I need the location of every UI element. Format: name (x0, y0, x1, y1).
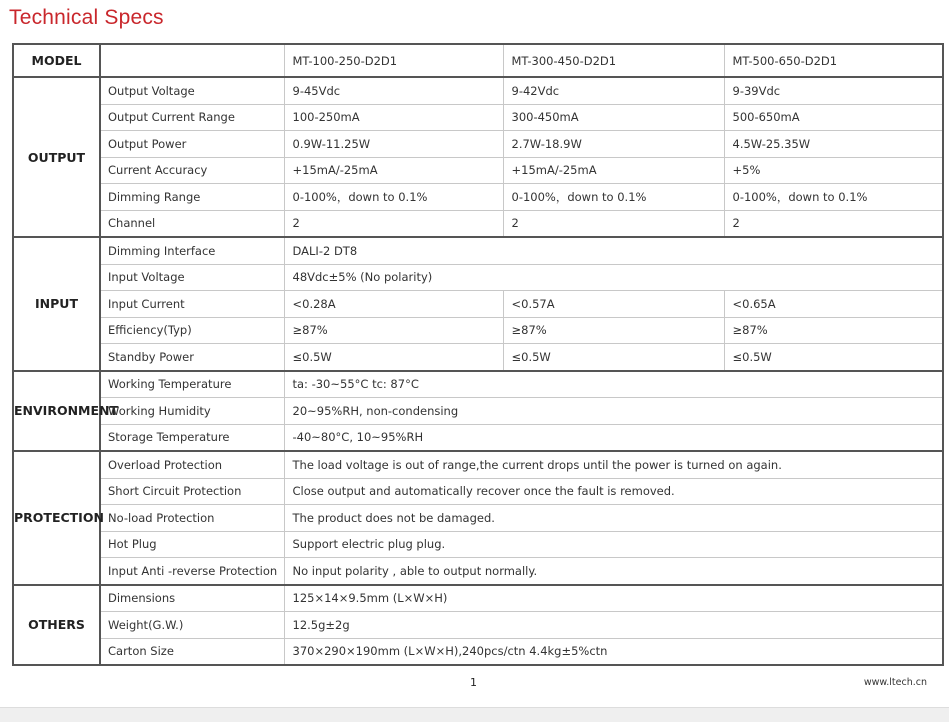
spec-label: Weight(G.W.) (100, 612, 284, 639)
spec-row (13, 317, 943, 344)
spec-row (13, 478, 943, 505)
spec-row (13, 104, 943, 131)
spec-label: Working Temperature (100, 371, 284, 398)
spec-value: 0-100%，down to 0.1% (503, 184, 724, 211)
spec-value: 2 (284, 210, 503, 237)
spec-value: 0-100%，down to 0.1% (284, 184, 503, 211)
header-row (13, 44, 943, 77)
spec-row (13, 505, 943, 532)
spec-label: Current Accuracy (100, 157, 284, 184)
spec-value: DALI-2 DT8 (284, 237, 943, 264)
spec-value: 100-250mA (284, 104, 503, 131)
spec-row (13, 612, 943, 639)
group-label: INPUT (13, 237, 100, 371)
group-label: OUTPUT (13, 77, 100, 237)
footer-strip (0, 707, 949, 722)
spec-label: Storage Temperature (100, 424, 284, 451)
model-header: MODEL (13, 44, 100, 77)
spec-value: Support electric plug plug. (284, 531, 943, 558)
spec-row (13, 131, 943, 158)
group-label: PROTECTION (13, 451, 100, 585)
spec-label: Dimensions (100, 585, 284, 612)
spec-value: The load voltage is out of range,the current drops until the power is turned on again. (284, 451, 943, 478)
spec-label: Working Humidity (100, 398, 284, 425)
spec-label: Carton Size (100, 638, 284, 665)
technical-specs-table (12, 43, 944, 666)
spec-value: 48Vdc±5% (No polarity) (284, 264, 943, 291)
spec-value: ta: -30~55°C tc: 87°C (284, 371, 943, 398)
spec-value: ≥87% (724, 317, 943, 344)
spec-row (13, 77, 943, 104)
spec-value: 2 (503, 210, 724, 237)
group-label: ENVIRONMENT (13, 371, 100, 452)
spec-value: ≤0.5W (724, 344, 943, 371)
model-name-cell: MT-100-250-D2D1 (284, 44, 503, 77)
spec-label: Hot Plug (100, 531, 284, 558)
spec-row (13, 585, 943, 612)
spec-row (13, 558, 943, 585)
spec-value: 300-450mA (503, 104, 724, 131)
spec-value: 2 (724, 210, 943, 237)
spec-label: Channel (100, 210, 284, 237)
spec-value: Close output and automatically recover once the fault is removed. (284, 478, 943, 505)
spec-row (13, 237, 943, 264)
website-link[interactable]: www.ltech.cn (863, 677, 927, 688)
spec-value: <0.57A (503, 291, 724, 318)
spec-row (13, 210, 943, 237)
spec-label: Dimming Interface (100, 237, 284, 264)
spec-value: -40~80°C, 10~95%RH (284, 424, 943, 451)
spec-value: ≤0.5W (284, 344, 503, 371)
model-name-cell: MT-500-650-D2D1 (724, 44, 943, 77)
spec-value: 2.7W-18.9W (503, 131, 724, 158)
group-label: OTHERS (13, 585, 100, 666)
page-title: Technical Specs (9, 6, 164, 29)
spec-value: The product does not be damaged. (284, 505, 943, 532)
spec-label: Input Current (100, 291, 284, 318)
spec-label: Overload Protection (100, 451, 284, 478)
spec-value: 9-45Vdc (284, 77, 503, 104)
spec-value: +15mA/-25mA (284, 157, 503, 184)
spec-row (13, 638, 943, 665)
spec-label: Standby Power (100, 344, 284, 371)
spec-label: Output Power (100, 131, 284, 158)
spec-label: Output Current Range (100, 104, 284, 131)
spec-value: No input polarity , able to output normally. (284, 558, 943, 585)
spec-value: 9-42Vdc (503, 77, 724, 104)
spec-row (13, 264, 943, 291)
spec-value: 125×14×9.5mm (L×W×H) (284, 585, 943, 612)
spec-label: Input Anti -reverse Protection (100, 558, 284, 585)
spec-row (13, 531, 943, 558)
spec-value: 500-650mA (724, 104, 943, 131)
spec-row (13, 344, 943, 371)
spec-value: ≥87% (503, 317, 724, 344)
model-name-cell: MT-300-450-D2D1 (503, 44, 724, 77)
spec-row (13, 424, 943, 451)
spec-row (13, 184, 943, 211)
spec-value: <0.65A (724, 291, 943, 318)
spec-label: No-load Protection (100, 505, 284, 532)
page-number: 1 (470, 676, 477, 689)
spec-label: Efficiency(Typ) (100, 317, 284, 344)
spec-value: +15mA/-25mA (503, 157, 724, 184)
spec-label: Output Voltage (100, 77, 284, 104)
spec-label: Dimming Range (100, 184, 284, 211)
spec-value: 20~95%RH, non-condensing (284, 398, 943, 425)
spec-row (13, 157, 943, 184)
spec-value: 9-39Vdc (724, 77, 943, 104)
spec-row (13, 398, 943, 425)
spec-row (13, 371, 943, 398)
spec-value: +5% (724, 157, 943, 184)
spec-value: ≥87% (284, 317, 503, 344)
spec-row (13, 451, 943, 478)
spec-value: 370×290×190mm (L×W×H),240pcs/ctn 4.4kg±5%ctn (284, 638, 943, 665)
spec-value: ≤0.5W (503, 344, 724, 371)
spec-value: 12.5g±2g (284, 612, 943, 639)
spec-label: Input Voltage (100, 264, 284, 291)
header-blank-cell (100, 44, 284, 77)
spec-value: 4.5W-25.35W (724, 131, 943, 158)
spec-row (13, 291, 943, 318)
spec-value: <0.28A (284, 291, 503, 318)
spec-value: 0.9W-11.25W (284, 131, 503, 158)
spec-value: 0-100%，down to 0.1% (724, 184, 943, 211)
spec-label: Short Circuit Protection (100, 478, 284, 505)
